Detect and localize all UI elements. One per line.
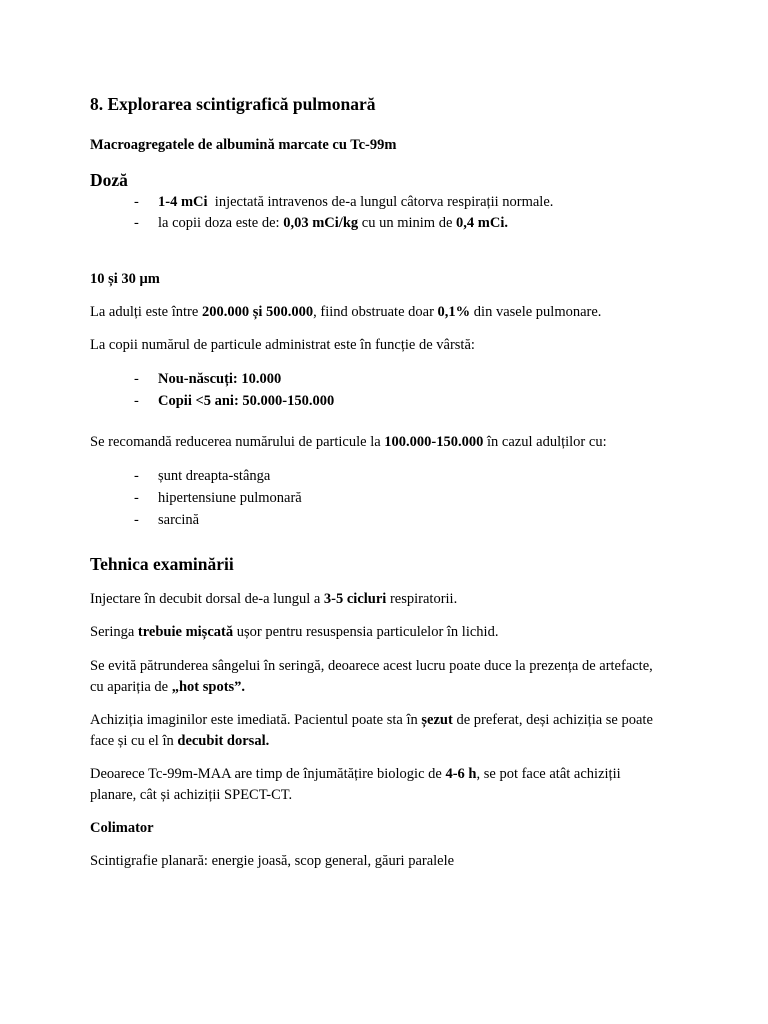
- text: în cazul adulților cu:: [483, 434, 607, 450]
- text: de preferat, deși achiziția se poate: [452, 712, 653, 728]
- bold-text: 3-5 cicluri: [323, 591, 387, 607]
- text: Seringa: [90, 624, 138, 640]
- paragraph-copii: La copii numărul de particule administrat este în funcție de vârstă:: [90, 337, 475, 353]
- tehnica-heading: Tehnica examinării: [90, 554, 234, 574]
- list-dash: -: [134, 393, 139, 409]
- paragraph-evita: [90, 656, 690, 698]
- text: cu apariția de: [90, 679, 172, 695]
- bold-text: 0,4 mCi.: [456, 215, 508, 231]
- paragraph-scintigrafie: Scintigrafie planară: energie joasă, scop general, găuri paralele: [90, 853, 455, 869]
- doza-heading: Doză: [90, 170, 128, 190]
- text: face și cu el în: [90, 733, 178, 749]
- text: Injectare în decubit dorsal de-a lungul a: [90, 591, 324, 607]
- bold-text: Copii <5 ani: 50.000-150.000: [158, 393, 335, 409]
- list-dash: -: [134, 371, 139, 387]
- text: injectată intravenos de-a lungul câtorva respirații normale.: [207, 194, 554, 210]
- paragraph-deoarece: [90, 764, 690, 806]
- text: planare, cât și achiziții SPECT-CT.: [90, 787, 293, 803]
- bold-text: decubit dorsal.: [177, 733, 270, 749]
- list-dash: -: [134, 215, 139, 231]
- text: La adulți este între: [90, 304, 202, 320]
- text: , se pot face atât achiziții: [476, 766, 621, 782]
- text: la copii doza este de:: [158, 215, 284, 231]
- text: , fiind obstruate doar: [313, 304, 438, 320]
- paragraph-achizitia: [90, 710, 690, 752]
- text: sarcină: [158, 512, 200, 528]
- text: din vasele pulmonare.: [470, 304, 602, 320]
- text: Deoarece Tc-99m-MAA are timp de înjumătățire biologic de: [90, 766, 446, 782]
- list-dash: -: [134, 490, 139, 506]
- bold-text: șezut: [421, 712, 453, 728]
- list-dash: -: [134, 468, 139, 484]
- text: șunt dreapta-stânga: [158, 468, 271, 484]
- list-dash: -: [134, 194, 139, 210]
- text: respiratorii.: [386, 591, 458, 607]
- list-dash: -: [134, 512, 139, 528]
- bold-text: 4-6 h: [445, 766, 477, 782]
- bold-text: 200.000 și 500.000: [201, 304, 314, 320]
- particle-size-heading: 10 și 30 μm: [90, 271, 160, 287]
- paragraph-seringa: [90, 622, 690, 643]
- colimator-heading: Colimator: [90, 820, 154, 836]
- bold-text: trebuie mișcată: [137, 624, 234, 640]
- text: Se evită pătrunderea sângelui în seringă, deoarece acest lucru poate duce la prezența de artefacte,: [90, 658, 653, 674]
- bold-text: 0,03 mCi/kg: [283, 215, 359, 231]
- bold-text: 100.000-150.000: [384, 434, 484, 450]
- subtitle: Macroagregatele de albumină marcate cu Tc-99m: [90, 137, 397, 153]
- text: cu un minim de: [358, 215, 457, 231]
- paragraph-injectare: [90, 589, 690, 610]
- text: Achiziția imaginilor este imediată. Pacientul poate sta în: [90, 712, 422, 728]
- text: Se recomandă reducerea numărului de particule la: [90, 434, 385, 450]
- section-title: 8. Explorarea scintigrafică pulmonară: [90, 94, 376, 114]
- bold-text: „hot spots”.: [171, 679, 246, 695]
- text: hipertensiune pulmonară: [158, 490, 302, 506]
- text: ușor pentru resuspensia particulelor în lichid.: [233, 624, 499, 640]
- bold-text: 0,1%: [437, 304, 471, 320]
- bold-text: Nou-născuți: 10.000: [158, 371, 282, 387]
- paragraph-recomanda: [90, 432, 690, 453]
- bold-text: 1-4 mCi: [158, 194, 208, 210]
- paragraph-adulti: [90, 302, 690, 323]
